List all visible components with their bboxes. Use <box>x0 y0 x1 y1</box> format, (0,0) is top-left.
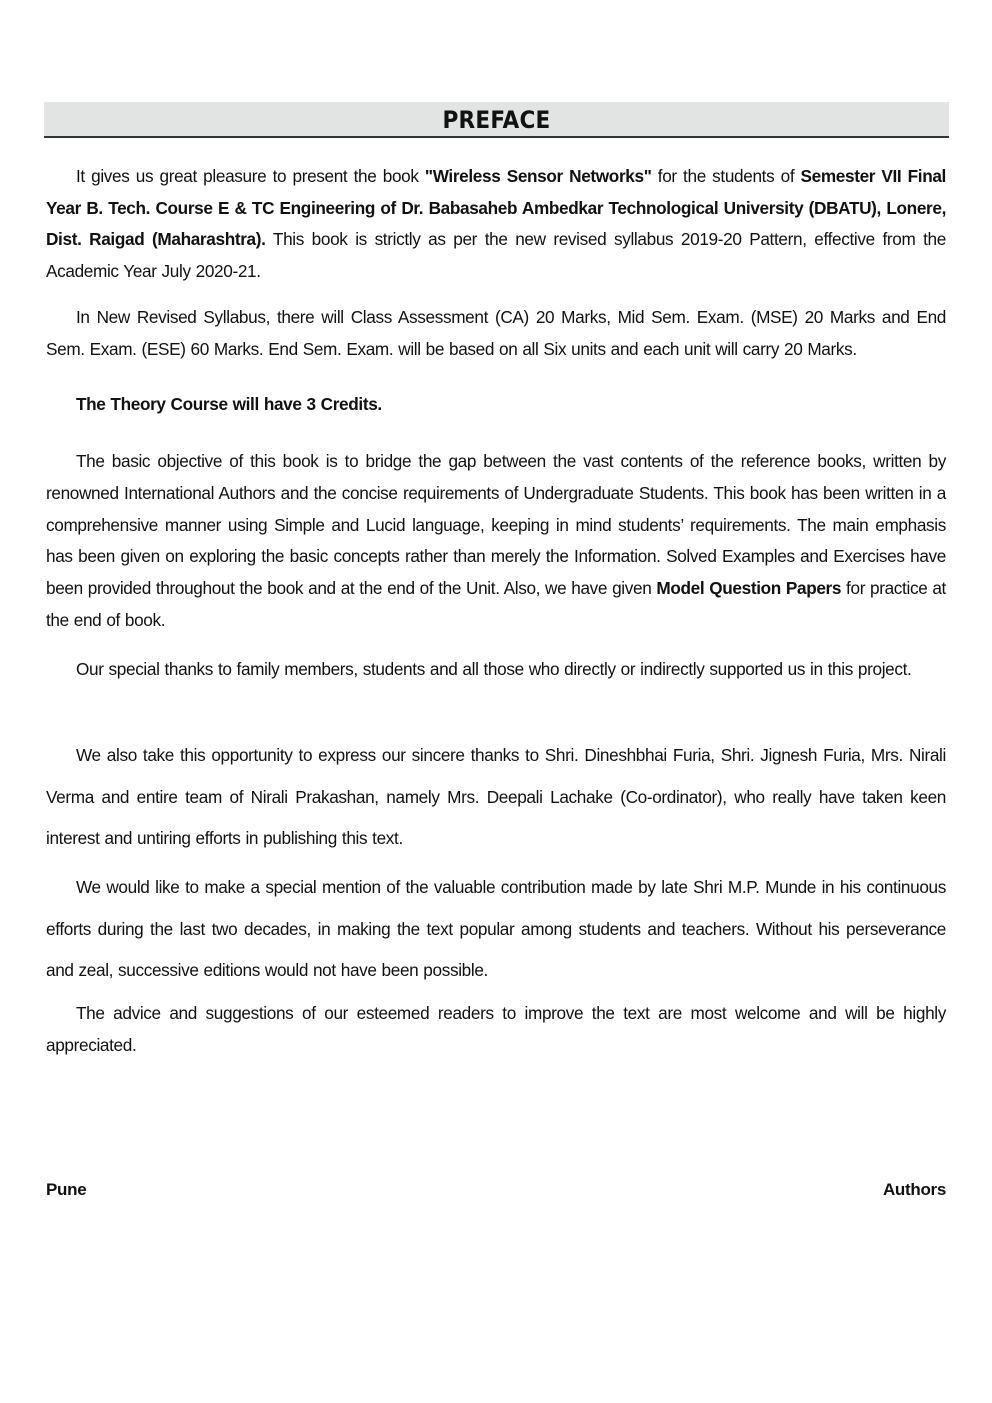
signature-authors: Authors <box>882 1180 946 1199</box>
course-details: Semester VII Final Year B. Tech. Course E & TC Engineering of Dr. Babasaheb Ambedkar Technological University (DBATU), Lonere, Dist. Raigad (Maharashtra). <box>46 166 946 250</box>
preface-paragraph-tribute: We would like to make a special mention of the valuable contribution made by late Shri M.P. Munde in his continuous efforts during the last two decades, in making the text popular among students and teachers. Without his perseverance and zeal, successive editions would not have been possible. <box>46 877 946 980</box>
signature-place: Pune <box>46 1180 87 1199</box>
page-title: PREFACE <box>442 106 551 134</box>
preface-paragraph-credits: The Theory Course will have 3 Credits. <box>76 394 382 414</box>
preface-paragraph-objective: The basic objective of this book is to bridge the gap between the vast contents of the reference books, written by renowned International Authors and the concise requirements of Undergraduate Students. This book has been written in a comprehensive manner using Simple and Lucid language, keeping in mind students’ requirements. The main emphasis has been given on exploring the basic concepts rather than merely the Information. Solved Examples and Exercises have been provided throughout the book and at the end of the Unit. Also, we have given Model Question Papers for practice at the end of book. <box>46 451 946 630</box>
page-title-bar <box>44 102 949 138</box>
preface-paragraph-feedback: The advice and suggestions of our esteemed readers to improve the text are most welcome and will be highly appreciated. <box>46 1003 946 1055</box>
preface-paragraph-syllabus: In New Revised Syllabus, there will Class Assessment (CA) 20 Marks, Mid Sem. Exam. (MSE) 20 Marks and End Sem. Exam. (ESE) 60 Marks. End Sem. Exam. will be based on all Six units and each unit will carry 20 Marks. <box>46 307 946 359</box>
book-title: "Wireless Sensor Networks" <box>424 166 652 186</box>
preface-paragraph-publisher-thanks: We also take this opportunity to express our sincere thanks to Shri. Dineshbhai Furia, Shri. Jignesh Furia, Mrs. Nirali Verma and entire team of Nirali Prakashan, namely Mrs. Deepali Lachake (Co-ordinator), who really have taken keen interest and untiring efforts in publishing this text. <box>46 745 946 848</box>
model-question-papers: Model Question Papers <box>656 578 842 599</box>
preface-paragraph-intro: It gives us great pleasure to present the book "Wireless Sensor Networks" for the students of Semester VII Final Year B. Tech. Course E & TC Engineering of Dr. Babasaheb Ambedkar Technological University (DBATU), Lonere, Dist. Raigad (Maharashtra). This book is strictly as per the new revised syllabus 2019-20 Pattern, effective from the Academic Year July 2020-21. <box>46 166 946 281</box>
preface-paragraph-thanks: Our special thanks to family members, students and all those who directly or indirectly supported us in this project. <box>76 659 912 679</box>
